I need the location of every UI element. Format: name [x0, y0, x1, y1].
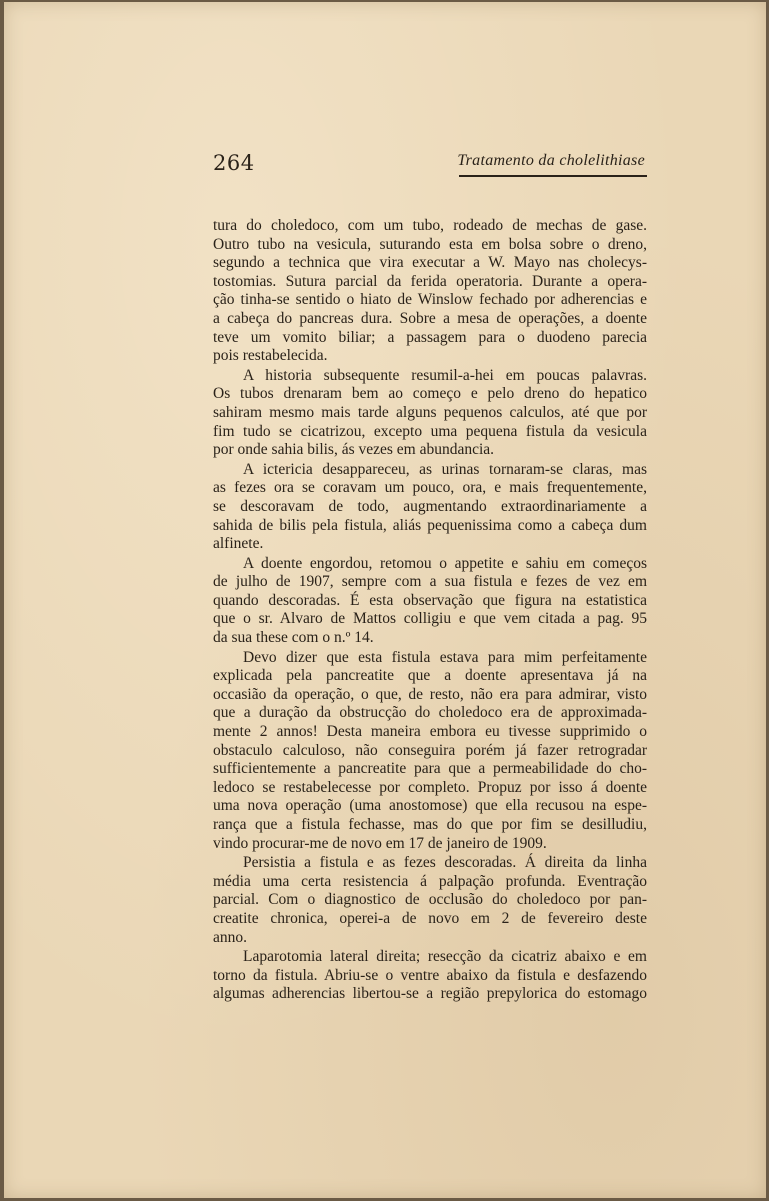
text-line: explicada pela pancreatite que a doente apresentava já na: [213, 667, 647, 685]
text-line: segundo a technica que vira executar a W. Mayo nas cholecys-: [213, 254, 647, 272]
text-line: occasião da operação, o que, de resto, não era para admirar, visto: [213, 685, 647, 703]
text-line: se descoravam de todo, augmentando extraordinariamente a: [213, 497, 647, 515]
page-header: [211, 149, 647, 179]
text-line: vindo procurar-me de novo em 17 de janeiro de 1909.: [213, 834, 547, 852]
text-line: a cabeça do pancreas dura. Sobre a mesa de operações, a doente: [213, 309, 647, 327]
text-line: as fezes ora se coravam um pouco, ora, e mais frequentemente,: [213, 479, 647, 497]
paragraph: [213, 367, 647, 460]
text-line: tura do choledoco, com um tubo, rodeado de mechas de gase.: [213, 217, 647, 234]
text-line: média uma certa resistencia á palpação profunda. Eventração: [213, 872, 647, 890]
text-line: tostomias. Sutura parcial da ferida operatoria. Durante a opera-: [213, 272, 647, 290]
text-line: teve um vomito biliar; a passagem para o duodeno parecia: [213, 328, 647, 346]
text-line: algumas adherencias libertou-se a região prepylorica do estomago: [213, 985, 647, 1003]
text-line: anno.: [213, 928, 248, 946]
text-line: rança que a fistula fechasse, mas do que por fim se desilludiu,: [213, 816, 647, 833]
paragraph: [213, 948, 647, 1004]
paragraph: [213, 555, 647, 648]
text-line: obstaculo calculoso, não conseguira porém já fazer retrogradar: [213, 741, 647, 759]
text-line: alfinete.: [213, 535, 264, 553]
text-line: ção tinha-se sentido o hiato de Winslow fechado por adherencias e: [213, 291, 647, 309]
text-line: que o sr. Alvaro de Mattos colligiu e que vem citada a pag. 95: [213, 610, 647, 628]
text-line: creatite chronica, operei-a de novo em 2 de fevereiro deste: [213, 909, 647, 927]
page-number: 264: [213, 151, 255, 175]
text-line: Persistia a fistula e as fezes descoradas. Á direita da linha: [243, 854, 647, 872]
text-line: de julho de 1907, sempre com a sua fistula e fezes de vez em: [213, 573, 647, 591]
paragraph: [213, 854, 647, 947]
text-line: uma nova operação (uma anostomose) que ella recusou na espe-: [213, 797, 647, 815]
text-line: Os tubos drenaram bem ao começo e pelo dreno do hepatico: [213, 385, 647, 403]
text-line: pois restabelecida.: [213, 347, 328, 365]
text-line: torno da fistula. Abriu-se o ventre abaixo da fistula e desfazendo: [213, 966, 647, 984]
text-line: A doente engordou, retomou o appetite e sahiu em começos: [243, 554, 647, 572]
text-line: Outro tubo na vesicula, suturando esta em bolsa sobre o dreno,: [213, 235, 647, 253]
text-line: parcial. Com o diagnostico de occlusão do choledoco por pan-: [213, 891, 647, 909]
header-rule: [459, 175, 647, 177]
text-line: A ictericia desappareceu, as urinas tornaram-se claras, mas: [243, 460, 647, 478]
running-title: Tratamento da cholelithiase: [457, 152, 645, 169]
text-line: sahiram mesmo mais tarde alguns pequenos calculos, até que por: [213, 403, 647, 421]
text-line: sahida de bilis pela fistula, aliás pequenissima como a cabeça dum: [213, 516, 647, 534]
text-line: da sua these com o n.º 14.: [213, 629, 374, 647]
text-line: quando descoradas. É esta observação que figura na estatistica: [213, 591, 647, 609]
text-line: Laparotomia lateral direita; resecção da cicatriz abaixo e em: [243, 948, 647, 966]
text-line: Devo dizer que esta fistula estava para mim perfeitamente: [243, 648, 647, 666]
paragraph: [213, 649, 647, 854]
text-line: sufficientemente a pancreatite para que a permeabilidade do cho-: [213, 760, 647, 778]
text-line: fim tudo se cicatrizou, excepto uma pequena fistula da vesicula: [213, 422, 647, 440]
paragraph: [213, 217, 647, 366]
text-line: ledoco se restabelecesse por completo. Propuz por isso á doente: [213, 778, 647, 796]
book-page: [4, 2, 766, 1198]
text-line: mente 2 annos! Desta maneira embora eu tivesse supprimido o: [213, 723, 647, 741]
text-line: por onde sahia bilis, ás vezes em abundancia.: [213, 441, 495, 459]
body-text: [213, 217, 647, 1004]
text-line: que a duração da obstrucção do choledoco era de approximada-: [213, 704, 647, 722]
text-line: A historia subsequente resumil-a-hei em poucas palavras.: [243, 366, 647, 384]
paragraph: [213, 461, 647, 554]
